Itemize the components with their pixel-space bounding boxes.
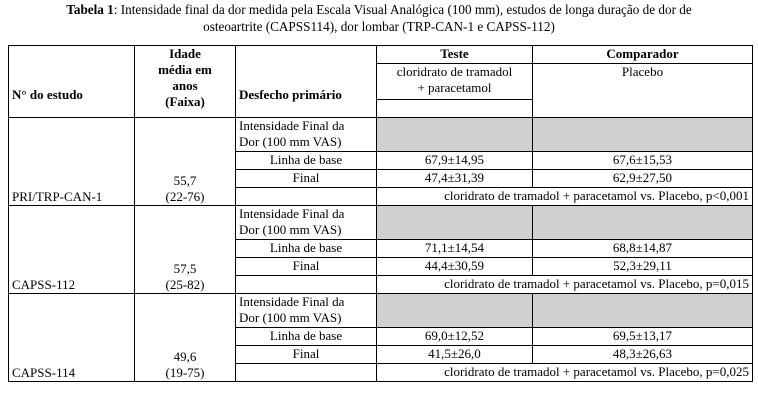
header-age-line2: média em (158, 62, 212, 77)
study-age-range: (19-75) (165, 365, 205, 380)
header-primary-outcome (236, 46, 377, 118)
header-primary-outcome-text: Desfecho primário (239, 87, 342, 102)
header-age-line4: (Faixa) (165, 94, 205, 109)
header-row-1 (9, 46, 753, 64)
outcome-label-line2: Dor (100 mm VAS) (239, 310, 342, 325)
header-age-line3: anos (172, 78, 198, 93)
outcome-label-line1: Intensidade Final da (239, 294, 345, 309)
header-comparator-drug: Placebo (533, 64, 753, 118)
baseline-comparator-value: 69,5±13,17 (533, 328, 753, 346)
final-label: Final (236, 346, 377, 364)
comparison-result: cloridrato de tramadol + paracetamol vs. Placebo, p=0,025 (377, 364, 753, 382)
study-age (135, 294, 236, 382)
baseline-test-value: 69,0±12,52 (377, 328, 533, 346)
outcome-label (236, 206, 377, 240)
header-study-number-text: N° do estudo (12, 87, 83, 102)
study-age (135, 206, 236, 294)
gray-cell (533, 206, 753, 240)
study-age-range: (22-76) (165, 189, 205, 204)
final-test-value: 41,5±26,0 (377, 346, 533, 364)
caption-label: Tabela 1 (66, 2, 114, 17)
baseline-test-value: 67,9±14,95 (377, 152, 533, 170)
gray-cell (377, 206, 533, 240)
table-row (9, 118, 753, 152)
empty-cell (236, 276, 377, 294)
header-comparator: Comparador (533, 46, 753, 64)
table-row (9, 294, 753, 328)
gray-cell (377, 294, 533, 328)
baseline-label: Linha de base (236, 328, 377, 346)
header-age (135, 46, 236, 118)
study-age-mean: 55,7 (173, 173, 197, 188)
empty-cell (236, 364, 377, 382)
study-age (135, 118, 236, 206)
header-test-drug-line1: cloridrato de tramadol (396, 64, 513, 79)
baseline-label: Linha de base (236, 240, 377, 258)
study-id: CAPSS-114 (9, 294, 135, 382)
header-age-line1: Idade (169, 46, 201, 61)
baseline-comparator-value: 68,8±14,87 (533, 240, 753, 258)
outcome-label-line2: Dor (100 mm VAS) (239, 222, 342, 237)
gray-cell (377, 118, 533, 152)
outcome-label (236, 294, 377, 328)
outcome-label (236, 118, 377, 152)
final-comparator-value: 52,3±29,11 (533, 258, 753, 276)
header-test-drug (377, 64, 533, 100)
outcome-label-line2: Dor (100 mm VAS) (239, 134, 342, 149)
comparison-result: cloridrato de tramadol + paracetamol vs. Placebo, p=0,015 (377, 276, 753, 294)
caption-text-1: : Intensidade final da dor medida pela Escala Visual Analógica (100 mm), estudos de longa duração de dor de (113, 2, 692, 17)
empty-cell (236, 188, 377, 206)
final-comparator-value: 62,9±27,50 (533, 170, 753, 188)
final-label: Final (236, 170, 377, 188)
table-caption (4, 1, 754, 35)
table-row (9, 206, 753, 240)
study-id: PRI/TRP-CAN-1 (9, 118, 135, 206)
header-test-drug-line2: + paracetamol (417, 80, 492, 95)
outcome-label-line1: Intensidade Final da (239, 206, 345, 221)
gray-cell (533, 294, 753, 328)
baseline-label: Linha de base (236, 152, 377, 170)
results-table (8, 45, 753, 382)
outcome-label-line1: Intensidade Final da (239, 118, 345, 133)
caption-line-2: osteoartrite (CAPSS114), dor lombar (TRP-CAN-1 e CAPSS-112) (203, 19, 555, 34)
study-age-mean: 57,5 (173, 261, 197, 276)
final-test-value: 47,4±31,39 (377, 170, 533, 188)
final-test-value: 44,4±30,59 (377, 258, 533, 276)
header-study-number (9, 46, 135, 118)
final-comparator-value: 48,3±26,63 (533, 346, 753, 364)
final-label: Final (236, 258, 377, 276)
gray-cell (533, 118, 753, 152)
baseline-test-value: 71,1±14,54 (377, 240, 533, 258)
header-test: Teste (377, 46, 533, 64)
caption-line-1 (4, 1, 754, 18)
study-age-range: (25-82) (165, 277, 205, 292)
comparison-result: cloridrato de tramadol + paracetamol vs. Placebo, p<0,001 (377, 188, 753, 206)
study-age-mean: 49,6 (173, 349, 197, 364)
study-id: CAPSS-112 (9, 206, 135, 294)
baseline-comparator-value: 67,6±15,53 (533, 152, 753, 170)
header-test-blank (377, 100, 533, 118)
